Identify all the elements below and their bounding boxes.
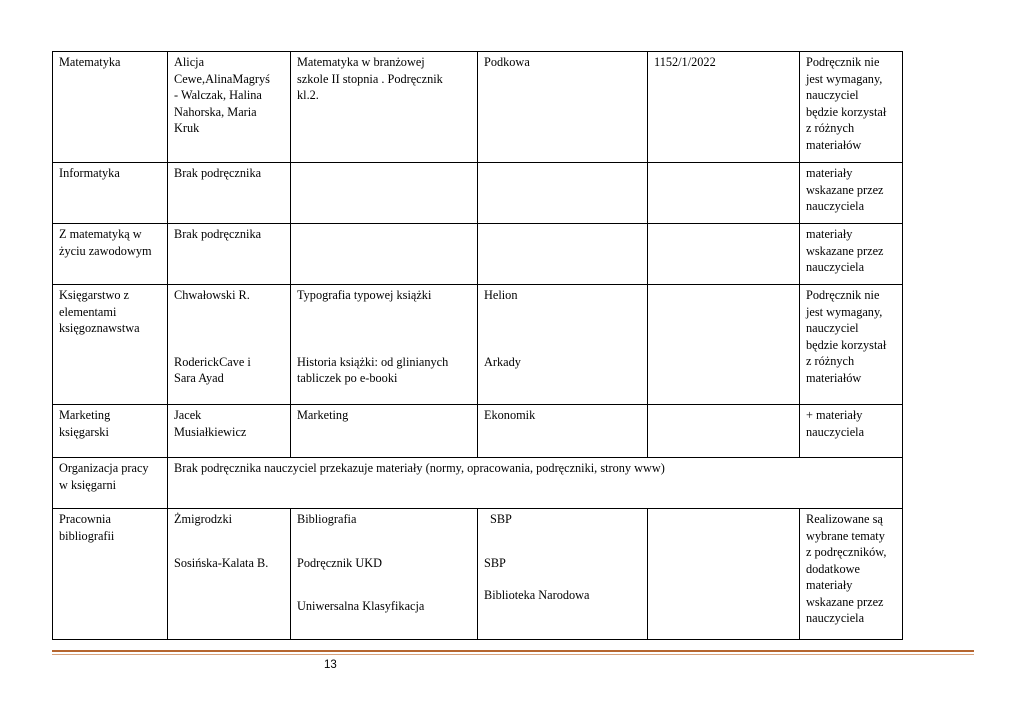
number-cell — [648, 509, 800, 640]
notes-cell: Podręcznik nie jest wymagany, nauczyciel będzie korzystał z różnych materiałów — [800, 52, 903, 163]
footer-rule-line — [52, 650, 974, 652]
title-cell: Marketing — [291, 405, 478, 458]
author-cell: Żmigrodzki Sosińska-Kalata B. — [168, 509, 291, 640]
author-cell: Brak podręcznika — [168, 224, 291, 285]
table-row — [53, 458, 903, 509]
page-number: 13 — [324, 659, 337, 671]
subject-cell: Z matematyką w życiu zawodowym — [53, 224, 168, 285]
table-row — [53, 509, 903, 640]
subject-cell: Informatyka — [53, 163, 168, 224]
subject-cell: Pracownia bibliografii — [53, 509, 168, 640]
notes-cell: Podręcznik nie jest wymagany, nauczyciel będzie korzystał z różnych materiałów — [800, 285, 903, 405]
author-cell: Jacek Musiałkiewicz — [168, 405, 291, 458]
publisher-cell: SBP SBP Biblioteka Narodowa — [478, 509, 648, 640]
table-row — [53, 163, 903, 224]
table-row — [53, 52, 903, 163]
table-row — [53, 224, 903, 285]
author-cell: Alicja Cewe,AlinaMagryś - Walczak, Halina Nahorska, Maria Kruk — [168, 52, 291, 163]
table-row — [53, 285, 903, 405]
author-cell: Brak podręcznika — [168, 163, 291, 224]
number-cell: 1152/1/2022 — [648, 52, 800, 163]
title-cell — [291, 224, 478, 285]
subject-cell: Matematyka — [53, 52, 168, 163]
textbook-table — [52, 51, 903, 640]
notes-cell: materiały wskazane przez nauczyciela — [800, 224, 903, 285]
number-cell — [648, 405, 800, 458]
publisher-cell — [478, 163, 648, 224]
number-cell — [648, 285, 800, 405]
number-cell — [648, 224, 800, 285]
notes-cell: materiały wskazane przez nauczyciela — [800, 163, 903, 224]
title-cell: Bibliografia Podręcznik UKD Uniwersalna Klasyfikacja — [291, 509, 478, 640]
table-row — [53, 405, 903, 458]
author-cell: Chwałowski R. RoderickCave i Sara Ayad — [168, 285, 291, 405]
footer-rule-line — [52, 654, 974, 655]
publisher-cell: Podkowa — [478, 52, 648, 163]
title-cell: Typografia typowej książki Historia książki: od glinianych tabliczek po e-booki — [291, 285, 478, 405]
publisher-cell: Ekonomik — [478, 405, 648, 458]
subject-cell: Marketing księgarski — [53, 405, 168, 458]
subject-cell: Organizacja pracy w księgarni — [53, 458, 168, 509]
number-cell — [648, 163, 800, 224]
subject-cell: Księgarstwo z elementami księgoznawstwa — [53, 285, 168, 405]
footer-rule — [52, 650, 974, 655]
publisher-cell: Helion Arkady — [478, 285, 648, 405]
publisher-cell — [478, 224, 648, 285]
notes-cell: + materiały nauczyciela — [800, 405, 903, 458]
notes-cell: Realizowane są wybrane tematy z podręczników, dodatkowe materiały wskazane przez nauczyciela — [800, 509, 903, 640]
title-cell: Matematyka w branżowej szkole II stopnia . Podręcznik kl.2. — [291, 52, 478, 163]
title-cell — [291, 163, 478, 224]
merged-note-cell: Brak podręcznika nauczyciel przekazuje materiały (normy, opracowania, podręczniki, strony www) — [168, 458, 903, 509]
